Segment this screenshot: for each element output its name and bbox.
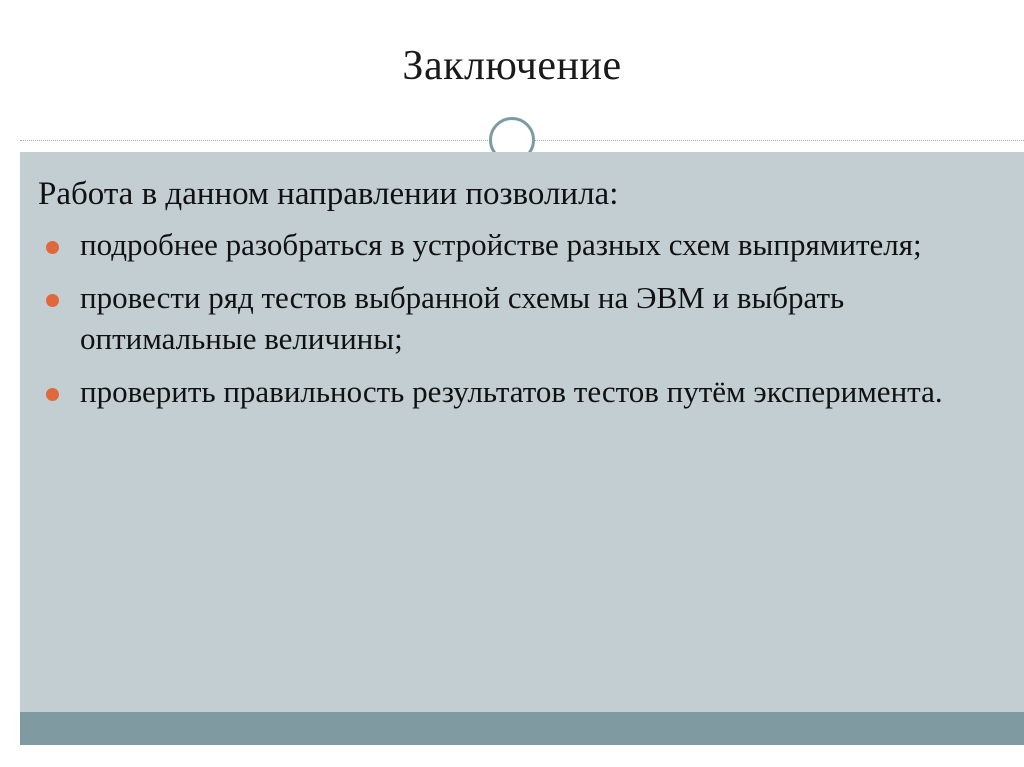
bullet-dot-icon bbox=[46, 294, 59, 307]
page-title: Заключение bbox=[402, 43, 622, 89]
slide-header bbox=[0, 0, 1024, 152]
bottom-margin bbox=[0, 745, 1024, 767]
list-item bbox=[38, 225, 998, 266]
lead-paragraph: Работа в данном направлении позволила: bbox=[38, 176, 619, 212]
slide-body bbox=[20, 152, 1024, 712]
content-block bbox=[38, 174, 998, 425]
left-margin bbox=[0, 0, 20, 767]
list-item bbox=[38, 372, 998, 413]
bullet-dot-icon bbox=[46, 241, 59, 254]
footer-bar bbox=[20, 712, 1024, 745]
list-item-text: проверить правильность результатов тестов путём эксперимента. bbox=[80, 373, 943, 409]
list-item-text: подробнее разобраться в устройстве разных схем выпрямителя; bbox=[80, 227, 922, 263]
list-item bbox=[38, 278, 998, 360]
list-item-text: провести ряд тестов выбранной схемы на ЭВМ и выбрать оптимальные величины; bbox=[80, 280, 845, 357]
bullet-dot-icon bbox=[46, 388, 59, 401]
bullet-list bbox=[38, 225, 998, 413]
